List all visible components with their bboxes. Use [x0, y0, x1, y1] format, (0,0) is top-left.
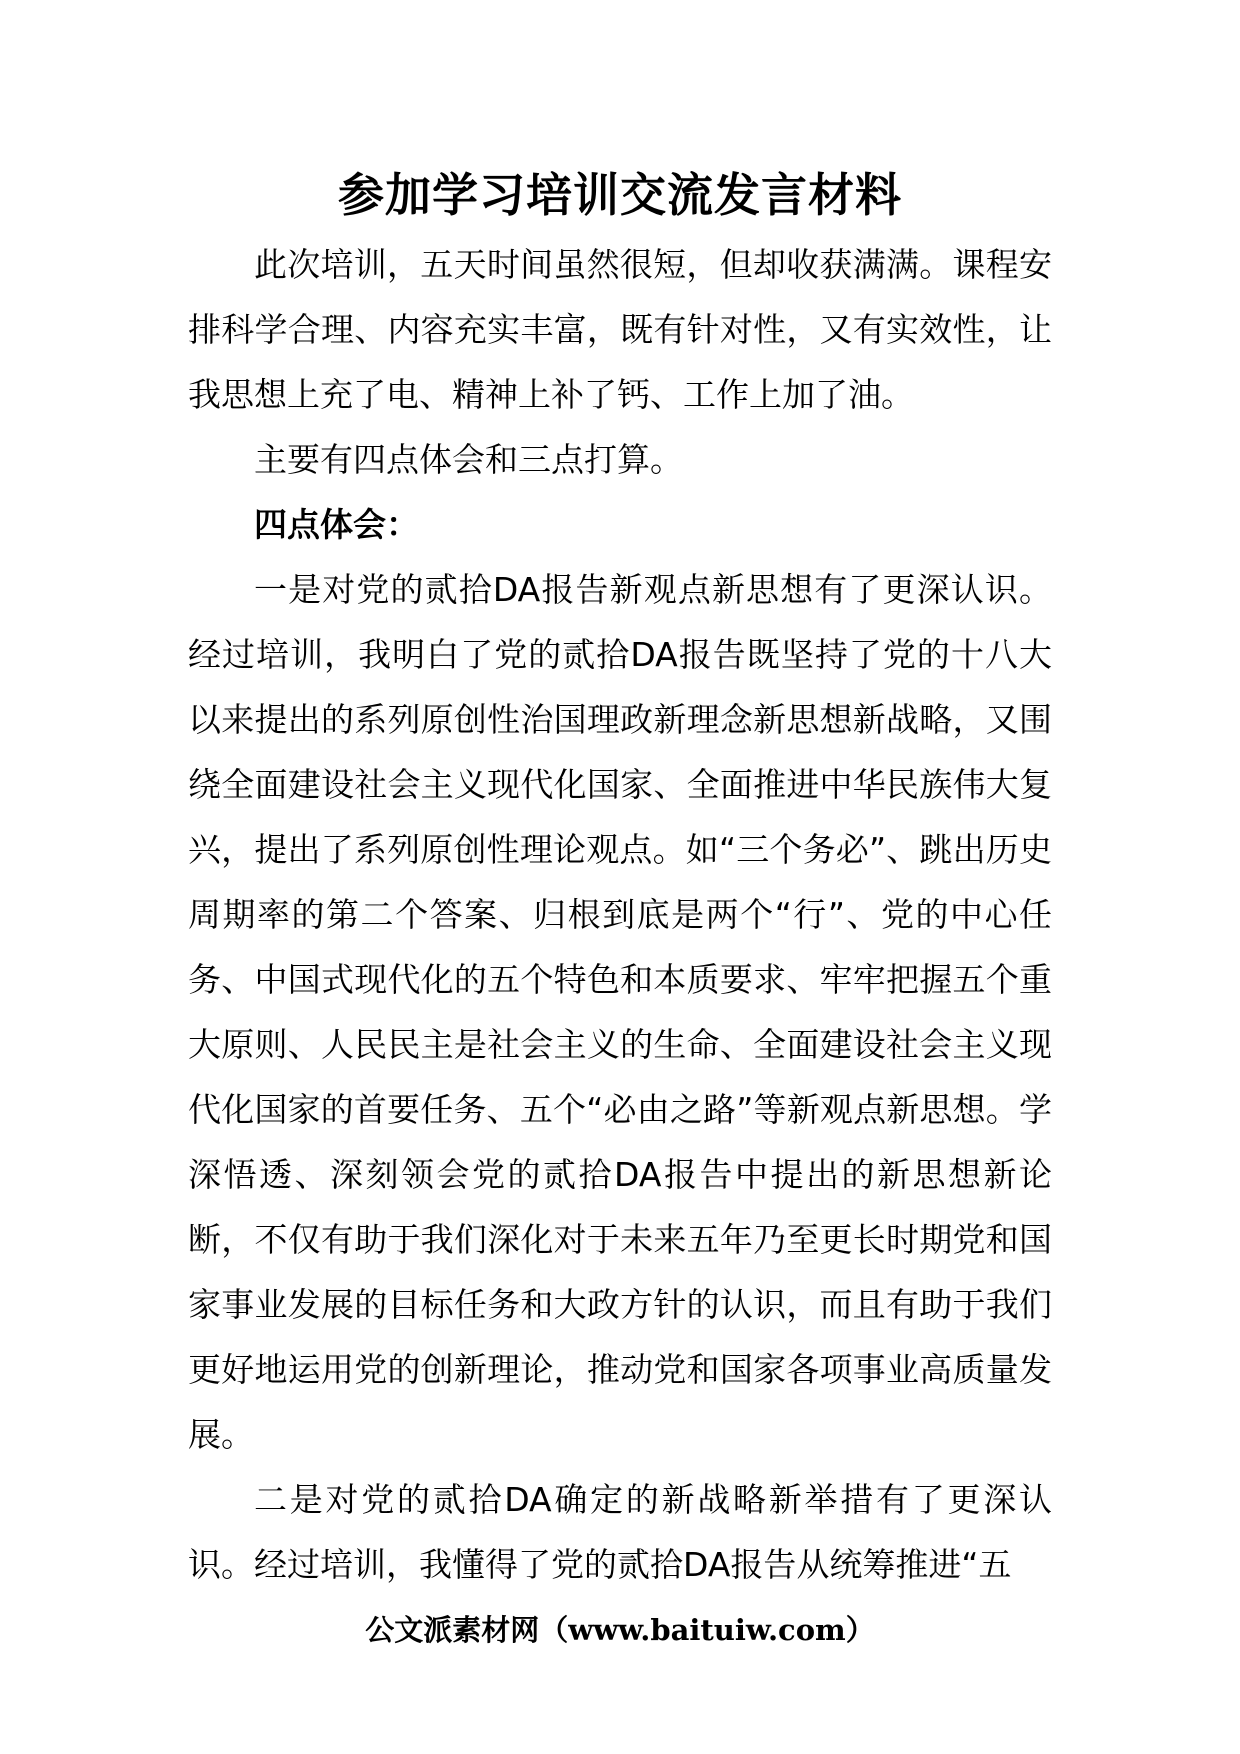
paragraph-point-two: 二是对党的贰拾DA确定的新战略新举措有了更深认识。经过培训，我懂得了党的贰拾DA报告从统筹推进“五	[188, 1480, 1052, 1584]
paragraph-summary: 主要有四点体会和三点打算。	[254, 440, 683, 479]
section-heading: 四点体会：	[254, 505, 419, 544]
paragraph-intro: 此次培训，五天时间虽然很短，但却收获满满。课程安排科学合理、内容充实丰富，既有针对性，又有实效性，让我思想上充了电、精神上补了钙、工作上加了油。	[188, 245, 1052, 414]
document-body	[188, 232, 1052, 1597]
document-title: 参加学习培训交流发言材料	[338, 168, 902, 222]
footer-watermark: 公文派素材网（www.baituiw.com）	[365, 1613, 875, 1647]
paragraph-point-one: 一是对党的贰拾DA报告新观点新思想有了更深认识。经过培训，我明白了党的贰拾DA报告既坚持了党的十八大以来提出的系列原创性治国理政新理念新思想新战略，又围绕全面建设社会主义现代化国家、全面推进中华民族伟大复兴，提出了系列原创性理论观点。如“三个务必”、跳出历史周期率的第二个答案、归根到底是两个“行”、党的中心任务、中国式现代化的五个特色和本质要求、牢牢把握五个重大原则、人民民主是社会主义的生命、全面建设社会主义现代化国家的首要任务、五个“必由之路”等新观点新思想。学深悟透、深刻领会党的贰拾DA报告中提出的新思想新论断，不仅有助于我们深化对于未来五年乃至更长时期党和国家事业发展的目标任务和大政方针的认识，而且有助于我们更好地运用党的创新理论，推动党和国家各项事业高质量发展。	[188, 570, 1052, 1454]
